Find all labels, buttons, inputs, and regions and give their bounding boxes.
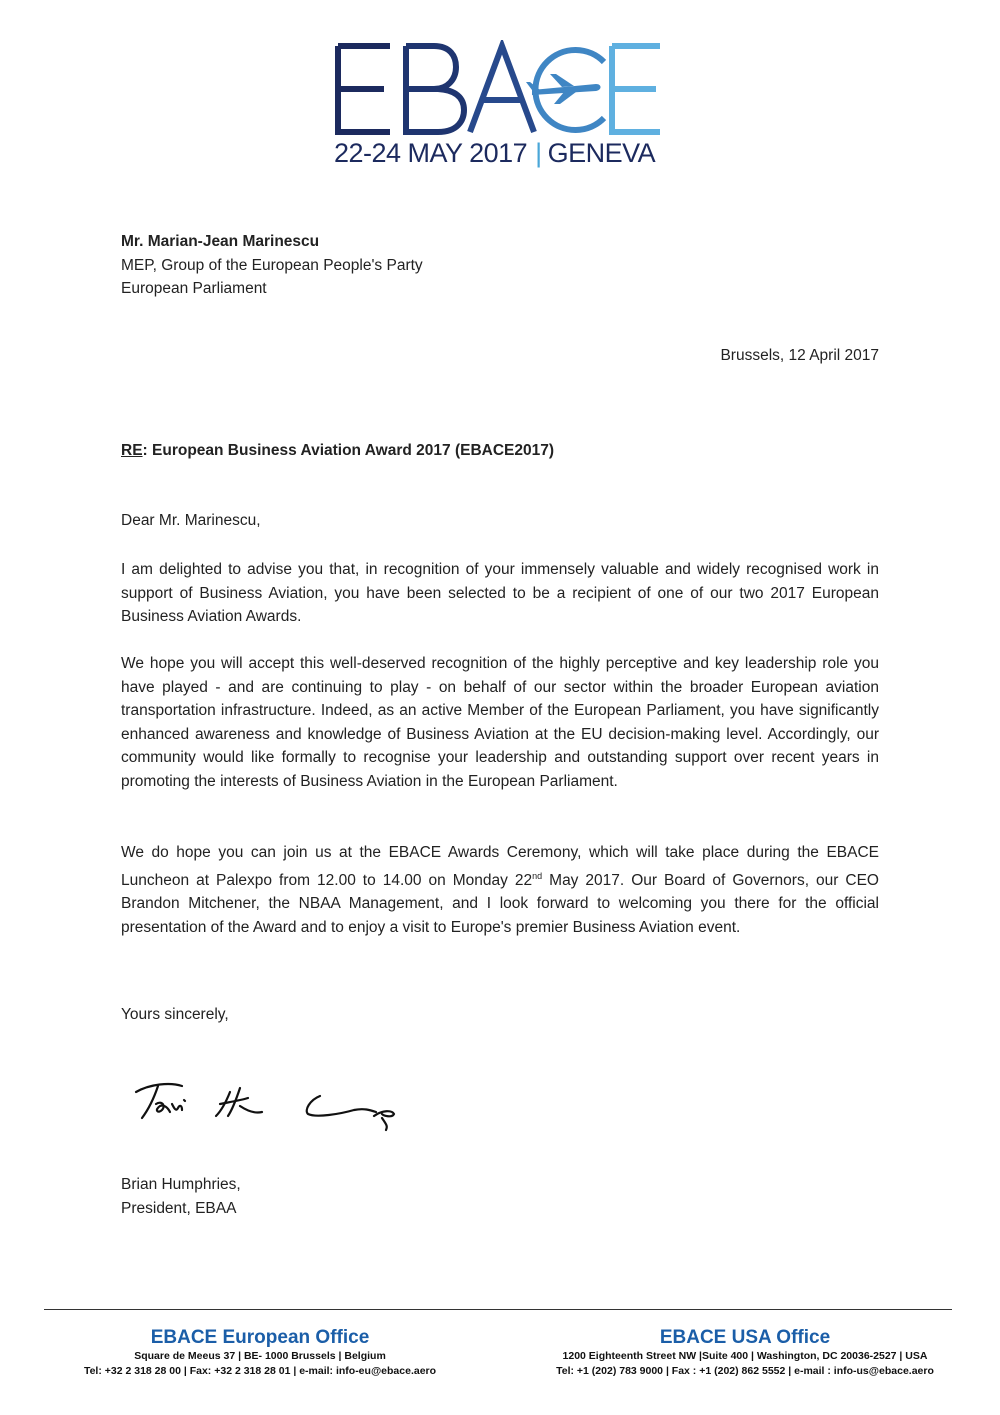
us-office-title: EBACE USA Office bbox=[659, 1327, 831, 1348]
salutation: Dear Mr. Marinescu, bbox=[121, 512, 261, 529]
recipient-address bbox=[121, 230, 423, 301]
footer-eu-office bbox=[40, 1327, 480, 1379]
body-paragraph-3-part-a: We do hope you can join us at the EBACE Awards Ceremony, which will take place during the EBACE Luncheon at Palexpo from 12.00 to 14.00 on Monday 22 bbox=[121, 844, 879, 889]
signer-block bbox=[121, 1173, 241, 1220]
recipient-name: Mr. Marian-Jean Marinescu bbox=[121, 233, 320, 250]
body-paragraph-2: We hope you will accept this well-deserved recognition of the highly perceptive and key leadership role you have played - and are continuing to play - on behalf of our sector within the broader European aviation transportation infrastructure. Indeed, as an active Member of the European Parliament, you have significantly enhanced awareness and knowledge of Business Aviation at the EU decision-making level. Accordingly, our community would like formally to recognise your leadership and outstanding support over recent years in promoting the interests of Business Aviation in the European Parliament. bbox=[121, 655, 879, 790]
separator-bar: | bbox=[535, 138, 542, 168]
closing: Yours sincerely, bbox=[121, 1006, 229, 1023]
signer-title: President, EBAA bbox=[121, 1199, 237, 1217]
ordinal-suffix: nd bbox=[532, 870, 543, 881]
event-dates: 22-24 MAY 2017 bbox=[334, 138, 528, 168]
subject-text: : European Business Aviation Award 2017 (EBACE2017) bbox=[142, 442, 555, 459]
body-paragraph-3 bbox=[121, 841, 879, 939]
footer-divider bbox=[44, 1309, 952, 1310]
eu-office-address: Square de Meeus 37 | BE- 1000 Brussels | Belgium bbox=[134, 1350, 386, 1362]
ebace-wordmark bbox=[334, 40, 666, 140]
footer-us-office bbox=[505, 1327, 985, 1379]
event-dateline bbox=[334, 138, 666, 169]
body-paragraph-3-part-b: May 2017. Our Board of Governors, our CEO Brandon Mitchener, the NBAA Management, and I look forward to welcoming you there for the official presentation of the Award and to enjoy a visit to Europe's premier Business Aviation event. bbox=[121, 871, 879, 936]
handwritten-signature bbox=[130, 1070, 410, 1140]
recipient-organization: European Parliament bbox=[121, 280, 267, 297]
event-city: GENEVA bbox=[547, 138, 656, 168]
us-office-contact: Tel: +1 (202) 783 9000 | Fax : +1 (202) 862 5552 | e-mail : info-us@ebace.aero bbox=[556, 1365, 934, 1377]
eu-office-title: EBACE European Office bbox=[150, 1327, 370, 1348]
eu-office-contact: Tel: +32 2 318 28 00 | Fax: +32 2 318 28 01 | e-mail: info-eu@ebace.aero bbox=[83, 1365, 437, 1377]
subject-label: RE bbox=[121, 442, 143, 459]
us-office-address: 1200 Eighteenth Street NW |Suite 400 | Washington, DC 20036-2527 | USA bbox=[562, 1350, 928, 1362]
signer-name: Brian Humphries, bbox=[121, 1176, 241, 1193]
recipient-title: MEP, Group of the European People's Party bbox=[121, 256, 423, 274]
subject-line bbox=[121, 442, 554, 460]
letter-date: Brussels, 12 April 2017 bbox=[720, 347, 879, 364]
body-paragraph-1: I am delighted to advise you that, in recognition of your immensely valuable and widely recognised work in support of Business Aviation, you have been selected to be a recipient of one of our two 2017 European Business Aviation Awards. bbox=[121, 561, 879, 625]
